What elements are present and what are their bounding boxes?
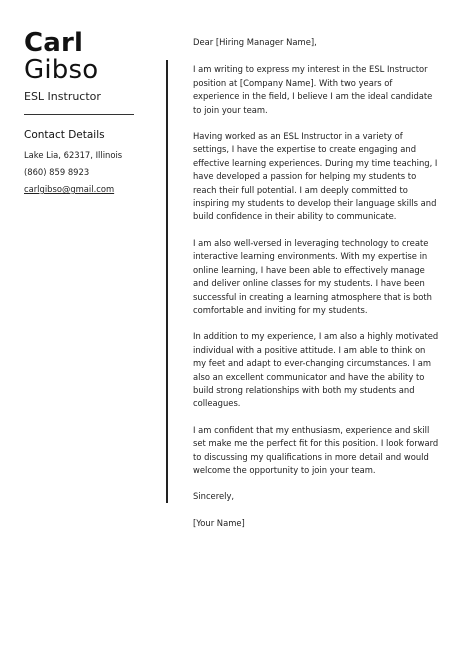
- contact-details-heading: Contact Details: [24, 129, 105, 141]
- candidate-job-title: ESL Instructor: [24, 90, 101, 103]
- letter-signature: [Your Name]: [193, 517, 245, 528]
- candidate-last-name: Gibso: [24, 55, 99, 85]
- vertical-divider: [166, 60, 168, 503]
- letter-paragraph: Having worked as an ESL Instructor in a variety of settings, I have the expertise to create engaging and effective learning experiences. During my time teaching, I have developed a passion for helping my students to reach their full potential. I am deeply committed to inspiring my students to develop their language skills and build confidence in their ability to communicate.: [193, 131, 438, 222]
- sidebar: [24, 30, 136, 196]
- contact-email-row: [24, 182, 136, 196]
- letter-paragraph: I am confident that my enthusiasm, experience and skill set make me the perfect fit for this position. I look forward to discussing my qualifications in more detail and would welcome the opportunity to join your team.: [193, 424, 439, 475]
- letter-paragraph: In addition to my experience, I am also a highly motivated individual with a positive attitude. I am able to think on my feet and adapt to ever-changing circumstances. I am also an excellent communicator and have the ability to build strong relationships with both my students and colleagues.: [193, 331, 439, 409]
- letter-body: [193, 36, 439, 543]
- contact-email-link[interactable]: carlgibso@gmail.com: [24, 184, 115, 194]
- letter-paragraph: I am also well-versed in leveraging technology to create interactive learning environments. With my expertise in online learning, I have been able to effectively manage and deliver online classes for my students. I have been successful in creating a learning atmosphere that is both comfortable and inviting for my students.: [193, 237, 432, 315]
- letter-greeting: Dear [Hiring Manager Name],: [193, 37, 317, 47]
- contact-address: Lake Lia, 62317, Illinois: [24, 150, 123, 160]
- name-divider: [24, 114, 134, 115]
- letter-paragraph: I am writing to express my interest in the ESL Instructor position at [Company Name]. With two years of experience in the field, I believe I am the ideal candidate to join your team.: [193, 64, 433, 115]
- contact-phone: (860) 859 8923: [24, 167, 90, 177]
- letter-closing: Sincerely,: [193, 491, 235, 502]
- candidate-first-name: Carl: [24, 28, 84, 58]
